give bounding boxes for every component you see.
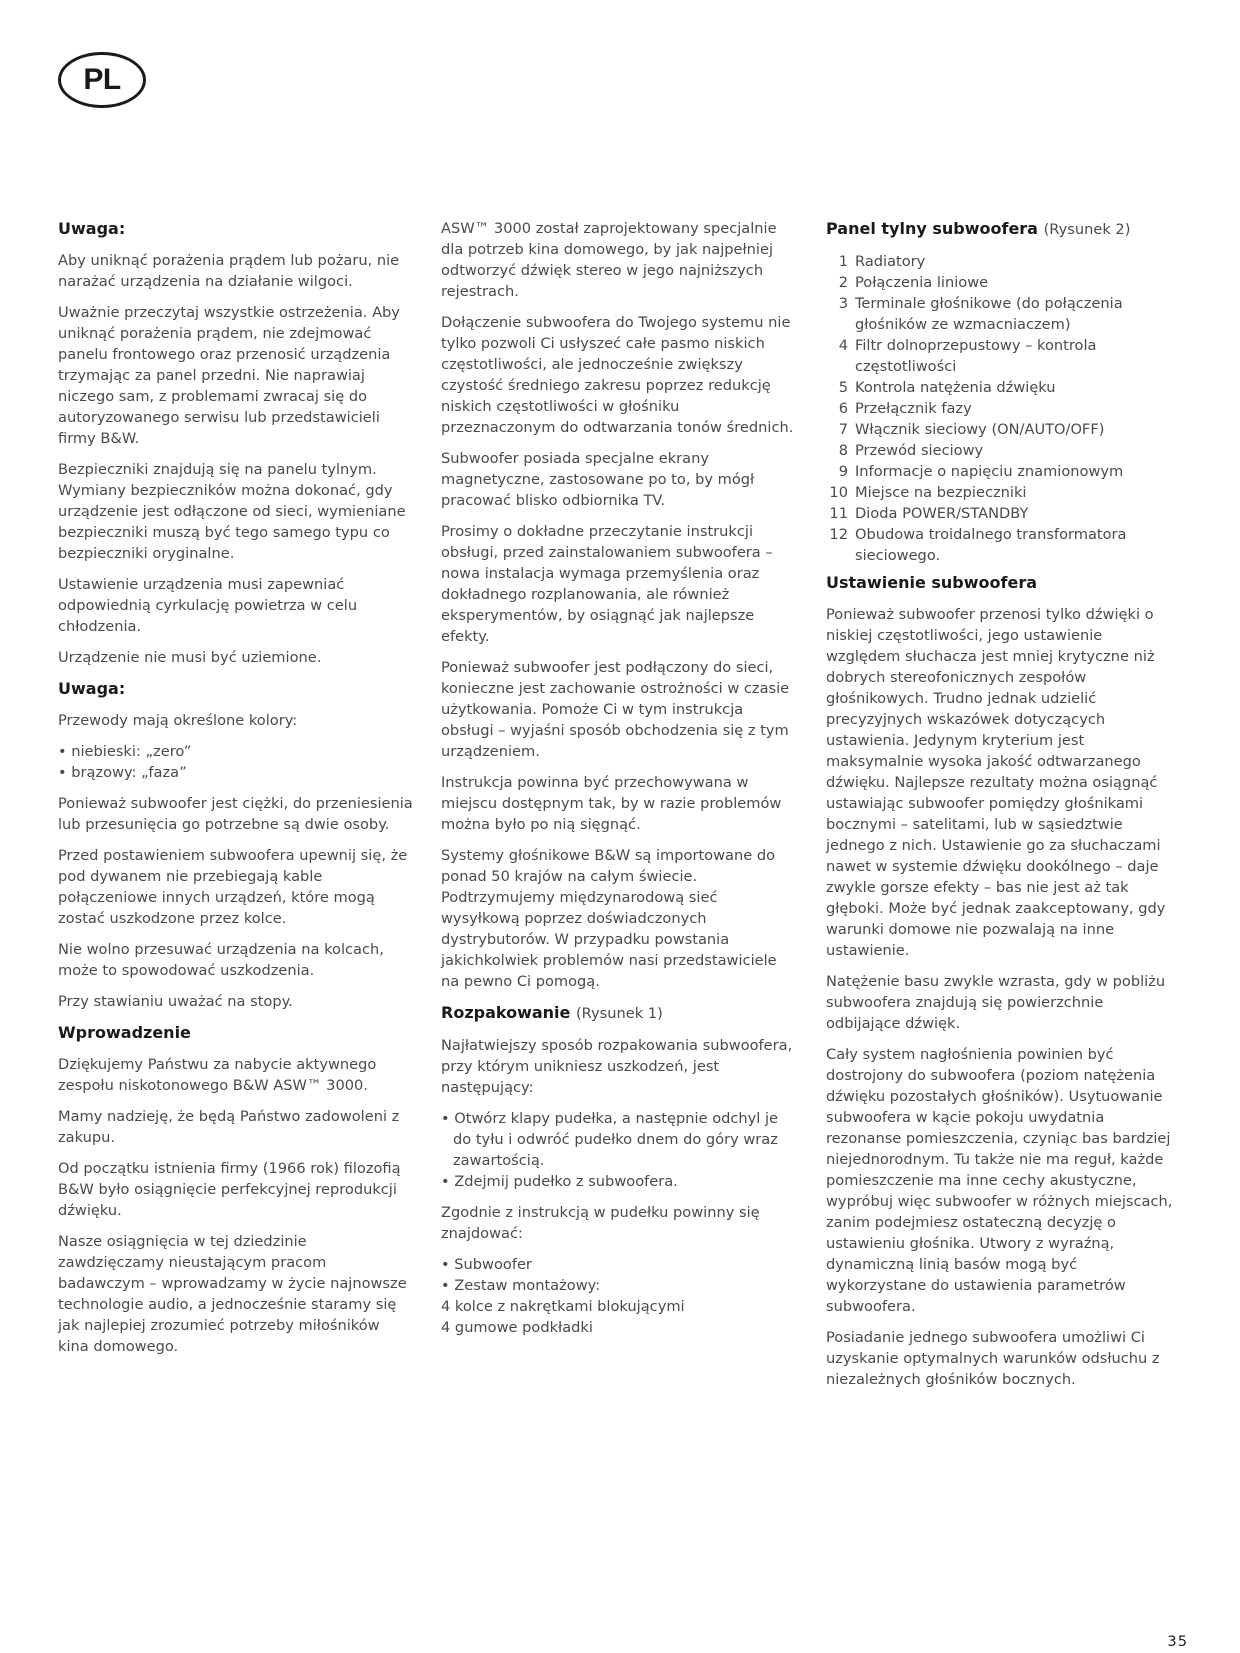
- paragraph: Przed postawieniem subwoofera upewnij się, że pod dywanem nie przebiegają kable połączeniowe innych urządzeń, które mogą zostać uszkodzone przez kolce.: [58, 847, 408, 927]
- paragraph: Ponieważ subwoofer jest podłączony do sieci, konieczne jest zachowanie ostrożności w czasie użytkowania. Pomoże Ci w tym instrukcja obsługi – wyjaśni sposób obchodzenia się z tym urządzeniem.: [441, 659, 790, 760]
- heading-warning-2: Uwaga:: [58, 679, 126, 698]
- paragraph: Najłatwiejszy sposób rozpakowania subwoofera, przy którym unikniesz uszkodzeń, jest następujący:: [441, 1037, 793, 1096]
- column-3: [826, 218, 1181, 1400]
- list-item: • niebieski: „zero”: [58, 741, 413, 762]
- kit-line: 4 kolce z nakrętkami blokującymi: [441, 1298, 685, 1315]
- paragraph: Cały system nagłośnienia powinien być dostrojony do subwoofera (poziom natężenia dźwięku pozostałych głośników). Usytuowanie subwoofera w kącie pokoju uwydatnia rezonanse pomieszczenia, czyniąc bas bardziej niejednorodnym. Tu także nie ma reguł, każde pomieszczenie ma inne cechy akustyczne, wypróbuj więc subwoofer w różnych miejscach, zanim podejmiesz ostateczną decyzję o ustawieniu głośnika. Utwory z wyraźną, dynamiczną linią basów mogą być wykorzystane do ustawienia parametrów subwoofera.: [826, 1046, 1173, 1315]
- paragraph: Instrukcja powinna być przechowywana w miejscu dostępnym tak, by w razie problemów można było po nią sięgnąć.: [441, 774, 782, 833]
- heading-unpacking-title: Rozpakowanie: [441, 1003, 571, 1022]
- paragraph: Od początku istnienia firmy (1966 rok) filozofią B&W było osiągnięcie perfekcyjnej reprodukcji dźwięku.: [58, 1160, 401, 1219]
- paragraph: Bezpieczniki znajdują się na panelu tylnym. Wymiany bezpieczników można dokonać, gdy urządzenie jest odłączone od sieci, wymieniane bezpieczniki muszą być tego samego typu co bezpieczniki oryginalne.: [58, 461, 406, 562]
- heading-warning-1: Uwaga:: [58, 219, 126, 238]
- language-code: PL: [83, 63, 121, 96]
- list-item: 10 Miejsce na bezpieczniki: [829, 484, 1027, 501]
- paragraph: Dołączenie subwoofera do Twojego systemu nie tylko pozwoli Ci usłyszeć całe pasmo niskich częstotliwości, ale jednocześnie zwiększy czystość średniego zakresu poprzez redukcję niskich częstotliwości w głośniku przeznaczonym do odtwarzania tonów średnich.: [441, 314, 794, 436]
- paragraph: Nie wolno przesuwać urządzenia na kolcach, może to spowodować uszkodzenia.: [58, 941, 384, 979]
- list-item: • brązowy: „faza”: [58, 762, 413, 783]
- language-badge: [58, 52, 146, 108]
- list-item: • Subwoofer: [441, 1254, 796, 1275]
- paragraph: ASW™ 3000 został zaprojektowany specjalnie dla potrzeb kina domowego, by jak najpełniej odtworzyć dźwięk stereo w jego najniższych rejestrach.: [441, 220, 777, 300]
- list-item: 11 Dioda POWER/STANDBY: [829, 505, 1029, 522]
- list-item: 3 Terminale głośnikowe (do połączenia głośników ze wzmacniaczem): [838, 295, 1123, 333]
- box-contents-list: [441, 1254, 796, 1296]
- paragraph: Przewody mają określone kolory:: [58, 712, 298, 729]
- heading-unpacking: [441, 1002, 796, 1025]
- paragraph: Prosimy o dokładne przeczytanie instrukcji obsługi, przed zainstalowaniem subwoofera – nowa instalacja wymaga przemyślenia oraz dokładnego rozplanowania, ale również eksperymentów, by osiągnąć jak najlepsze efekty.: [441, 523, 773, 645]
- column-1: [58, 218, 413, 1367]
- list-item: • Zestaw montażowy:: [441, 1275, 796, 1296]
- list-item: 4 Filtr dolnoprzepustowy – kontrola częstotliwości: [838, 337, 1097, 375]
- list-item: 12 Obudowa troidalnego transformatora sieciowego.: [829, 526, 1127, 564]
- paragraph: Aby uniknąć porażenia prądem lub pożaru, nie narażać urządzenia na działanie wilgoci.: [58, 252, 400, 290]
- rear-panel-list: [826, 251, 1181, 566]
- paragraph: Ponieważ subwoofer jest ciężki, do przeniesienia lub przesunięcia go potrzebne są dwie osoby.: [58, 795, 413, 833]
- paragraph: Subwoofer posiada specjalne ekrany magnetyczne, zastosowane po to, by mógł pracować blisko odbiornika TV.: [441, 450, 755, 509]
- unpacking-steps: [441, 1108, 796, 1192]
- paragraph: Zgodnie z instrukcją w pudełku powinny się znajdować:: [441, 1204, 760, 1242]
- list-item: 9 Informacje o napięciu znamionowym: [838, 463, 1124, 480]
- paragraph: Systemy głośnikowe B&W są importowane do ponad 50 krajów na całym świecie. Podtrzymujemy międzynarodową sieć wysyłkową poprzez doświadczonych dystrybutorów. W przypadku powstania jakichkolwiek problemów nasi przedstawiciele na pewno Ci pomogą.: [441, 847, 777, 990]
- paragraph: Mamy nadzieję, że będą Państwo zadowoleni z zakupu.: [58, 1108, 400, 1146]
- list-item: • Zdejmij pudełko z subwoofera.: [441, 1171, 796, 1192]
- paragraph: Urządzenie nie musi być uziemione.: [58, 649, 322, 666]
- list-item: 7 Włącznik sieciowy (ON/AUTO/OFF): [838, 421, 1105, 438]
- list-item: 8 Przewód sieciowy: [838, 442, 984, 459]
- heading-rear-panel-title: Panel tylny subwoofera: [826, 219, 1038, 238]
- kit-line: 4 gumowe podkładki: [441, 1319, 593, 1336]
- figure-reference: (Rysunek 1): [575, 1005, 663, 1022]
- wire-color-list: [58, 741, 413, 783]
- heading-introduction: Wprowadzenie: [58, 1023, 191, 1042]
- paragraph: Posiadanie jednego subwoofera umożliwi Ci uzyskanie optymalnych warunków odsłuchu z niezależnych głośników bocznych.: [826, 1329, 1160, 1388]
- list-item: 1 Radiatory: [838, 253, 926, 270]
- page-number: 35: [1167, 1633, 1188, 1650]
- paragraph: Dziękujemy Państwu za nabycie aktywnego zespołu niskotonowego B&W ASW™ 3000.: [58, 1056, 377, 1094]
- list-item: 2 Połączenia liniowe: [838, 274, 989, 291]
- column-2: [441, 218, 796, 1338]
- figure-reference: (Rysunek 2): [1043, 221, 1131, 238]
- paragraph: Nasze osiągnięcia w tej dziedzinie zawdzięczamy nieustającym pracom badawczym – wprowadzamy w życie najnowsze technologie audio, a jednocześnie staramy się jak najlepiej zrozumieć potrzeby miłośników kina domowego.: [58, 1233, 407, 1355]
- heading-placement: Ustawienie subwoofera: [826, 573, 1038, 592]
- paragraph: Ustawienie urządzenia musi zapewniać odpowiednią cyrkulację powietrza w celu chłodzenia.: [58, 576, 358, 635]
- paragraph: Przy stawianiu uważać na stopy.: [58, 993, 293, 1010]
- paragraph: Ponieważ subwoofer przenosi tylko dźwięki o niskiej częstotliwości, jego ustawienie względem słuchacza jest mniej krytyczne niż dobrych stereofonicznych zespołów głośnikowych. Trudno jednak udzielić precyzyjnych wskazówek dotyczących ustawienia. Jedynym kryterium jest maksymalnie wysoka jakość odtwarzanego dźwięku. Najlepsze rezultaty można osiągnąć ustawiając subwoofer pomiędzy głośnikami bocznymi – satelitami, lub w sąsiedztwie jednego z nich. Ustawienie go za słuchaczami nawet w systemie dźwięku dookólnego – daje zwykle gorsze efekty – bas nie jest aż tak głęboki. Może być jednak zaakceptowany, gdy warunki domowe nie pozwalają na inne ustawienie.: [826, 606, 1166, 959]
- list-item: 5 Kontrola natężenia dźwięku: [838, 379, 1056, 396]
- paragraph: Uważnie przeczytaj wszystkie ostrzeżenia. Aby uniknąć porażenia prądem, nie zdejmować panelu frontowego oraz przenosić urządzenia trzymając za panel przedni. Nie naprawiaj niczego sam, z problemami zwracaj się do autoryzowanego serwisu lub przedstawicieli firmy B&W.: [58, 304, 400, 447]
- heading-rear-panel: [826, 218, 1181, 241]
- paragraph: Natężenie basu zwykle wzrasta, gdy w pobliżu subwoofera znajdują się powierzchnie odbijające dźwięk.: [826, 973, 1166, 1032]
- list-item: • Otwórz klapy pudełka, a następnie odchyl je do tyłu i odwróć pudełko dnem do góry wraz zawartością.: [441, 1108, 796, 1171]
- list-item: 6 Przełącznik fazy: [838, 400, 972, 417]
